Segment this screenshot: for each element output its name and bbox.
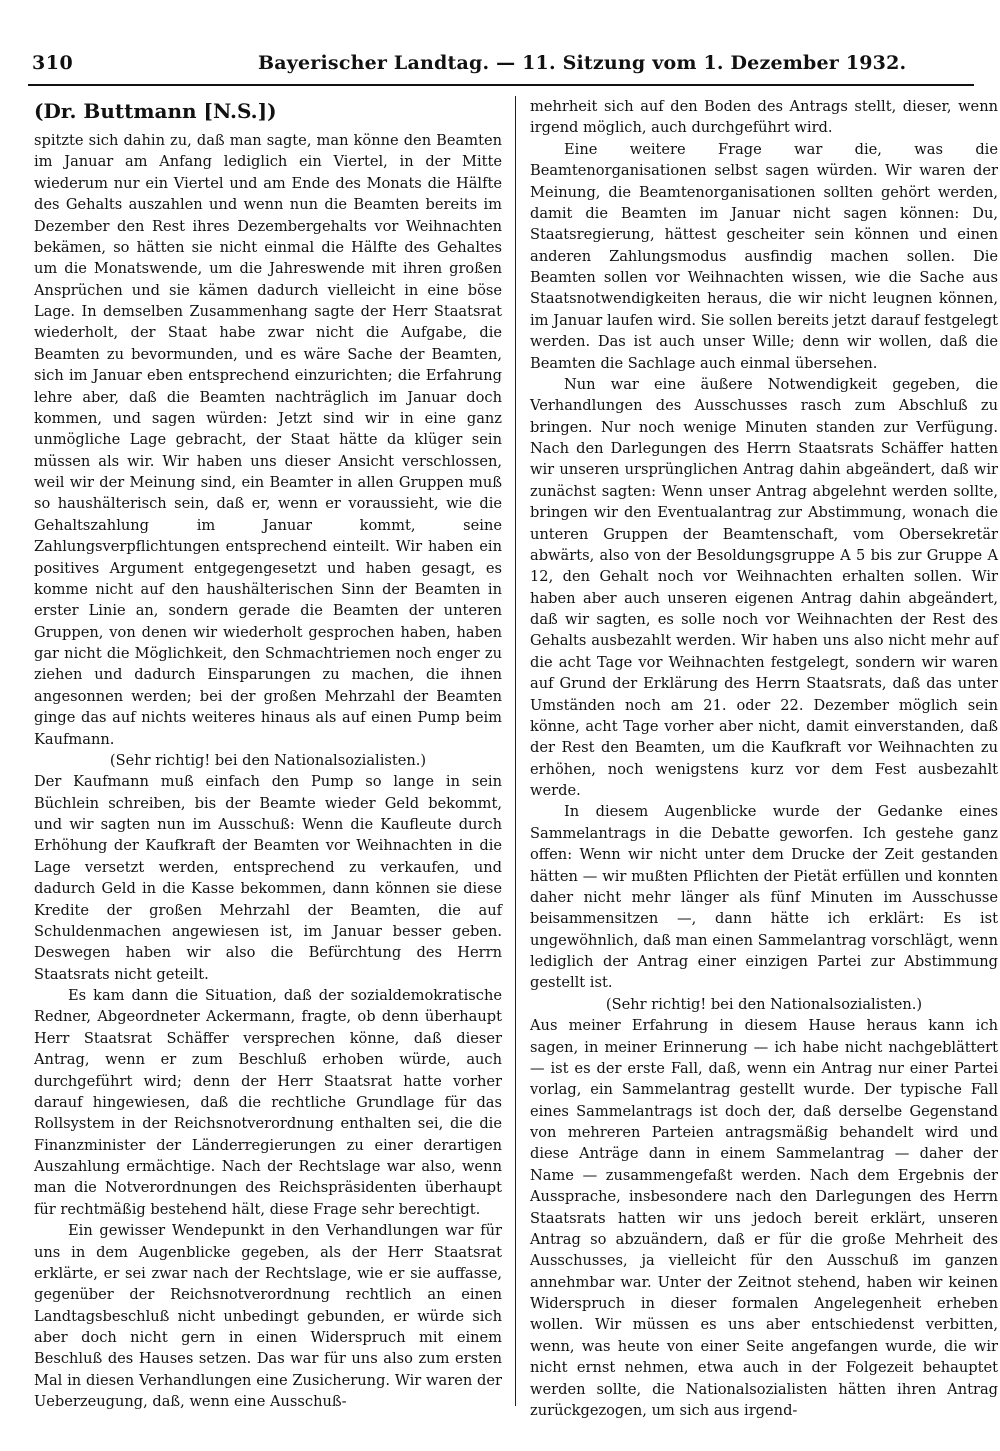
paragraph: spitzte sich dahin zu, daß man sagte, man könne den Beamten im Januar am Anfang lediglich ein Viertel, in der Mitte wiederum nur ein Viertel und am Ende des Monats die Hälfte des Gehalts auszahlen und wenn nun die Beamten bereits im Dezember den Rest ihres Dezembergehalts vor Weihnachten bekämen, so hätten sie nicht einmal die Hälfte des Gehaltes um die Monatswende, um die Jahreswende mit ihren großen Ansprüchen und sie kämen dadurch vielleicht in eine böse Lage. In demselben Zusammenhang sagte der Herr Staatsrat wiederholt, der Staat habe zwar nicht die Aufgabe, die Beamten zu bevormunden, und es wäre Sache der Beamten, sich im Januar eben entsprechend einzurichten; die Erfahrung lehre aber, daß die Beamten nachträglich im Januar doch kommen, und sagen würden: Jetzt sind wir in eine ganz unmögliche Lage gebracht, der Staat hätte da klüger sein müssen als wir. Wir haben uns dieser Ansicht verschlossen, weil wir der Meinung sind, ein Beamter in allen Gruppen muß so haushälterisch sein, daß er, wenn er voraussieht, wie die Gehaltszahlung im Januar kommt, seine Zahlungsverpflichtungen entsprechend einteilt. Wir haben ein positives Argument entgegengesetzt und haben gesagt, es komme nicht auf den haushälterischen Sinn der Beamten in erster Linie an, sondern gerade die Beamten der unteren Gruppen, von denen wir wiederholt gesprochen haben, haben gar nicht die Möglichkeit, den Schmachtriemen noch enger zu ziehen und dadurch Einsparungen zu machen, die ihnen angesonnen werden; bei der großen Mehrzahl der Beamten ginge das auf nichts weiteres hinaus als auf einen Pump beim Kaufmann. xyxy=(34,132,502,748)
paragraph: Nun war eine äußere Notwendigkeit gegeben, die Verhandlungen des Ausschusses rasch zum Abschluß zu bringen. Nur noch wenige Minuten standen zur Verfügung. Nach den Darlegungen des Herrn Staatsrats Schäffer hatten wir unseren ursprünglichen Antrag dahin abgeändert, daß wir zunächst sagten: Wenn unser Antrag abgelehnt werden sollte, bringen wir den Eventualantrag zur Abstimmung, wonach die unteren Gruppen der Beamtenschaft, vom Obersekretär abwärts, also von der Besoldungsgruppe A 5 bis zur Gruppe A 12, den Gehalt noch vor Weihnachten erhalten sollen. Wir haben aber auch unseren eigenen Antrag dahin abgeändert, daß wir sagten, es solle noch vor Weihnachten der Rest des Gehalts ausbezahlt werden. Wir haben uns also nicht mehr auf die acht Tage vor Weihnachten festgelegt, sondern wir waren auf Grund der Erklärung des Herrn Staatsrats, daß das unter Umständen noch am 21. oder 22. Dezember möglich sein könne, acht Tage vorher aber nicht, damit einverstanden, daß der Rest den Beamten, um die Kaufkraft vor Weihnachten zu erhöhen, noch wenigstens kurz vor dem Fest ausbezahlt werde. xyxy=(530,375,998,799)
paragraph: Es kam dann die Situation, daß der sozialdemokratische Redner, Abgeordneter Ackermann, fragte, ob denn überhaupt Herr Staatsrat Schäffer versprechen könne, daß dieser Antrag, wenn er zum Beschluß erhoben würde, auch durchgeführt wird; denn der Herr Staatsrat hatte vorher darauf hingewiesen, daß die rechtliche Grundlage für das Rollsystem in der Reichsnotverordnung enthalten sei, die die Finanzminister der Länderregierungen zu einer derartigen Auszahlung ermächtige. Nach der Rechtslage war also, wenn man die Notverordnungen des Reichspräsidenten überhaupt für rechtmäßig bestehend hält, diese Frage sehr berechtigt. xyxy=(34,987,502,1218)
paragraph: Eine weitere Frage war die, was die Beamtenorganisationen selbst sagen würden. Wir waren der Meinung, die Beamtenorganisationen sollten gehört werden, damit die Beamten im Januar nicht sagen können: Du, Staatsregierung, hättest gescheiter sein können und einen anderen Zahlungsmodus ausfindig machen sollen. Die Beamten sollen vor Weihnachten wissen, wie die Sache aus Staatsnotwendigkeiten heraus, die wir nicht leugnen können, im Januar laufen wird. Sie sollen bereits jetzt darauf festgelegt werden. Das ist auch unser Wille; denn wir wollen, daß die Beamten die Sachlage auch einmal übersehen. xyxy=(530,140,998,372)
speaker-tag: (Dr. Buttmann [N.S.]) xyxy=(34,99,277,123)
paragraph: Aus meiner Erfahrung in diesem Hause heraus kann ich sagen, in meiner Erinnerung — ich habe nicht nachgeblättert — ist es der erste Fall, daß, wenn ein Antrag nur einer Partei vorlag, ein Sammelantrag gestellt wurde. Der typische Fall eines Sammelantrags ist doch der, daß derselbe Gegenstand von mehreren Parteien antragsmäßig behandelt wird und diese Anträge dann in einem Sammelantrag — daher der Name — zusammengefaßt werden. Nach dem Ergebnis der Aussprache, insbesondere nach den Darlegungen des Herrn Staatsrats hatten wir uns jedoch bereit erklärt, unseren Antrag so abzuändern, daß er für die große Mehrheit des Ausschusses, ja vielleicht für den Ausschuß im ganzen annehmbar war. Unter der Zeitnot stehend, haben wir keinen Widerspruch in dieser formalen Angelegenheit erheben wollen. Wir müssen es uns aber entschiedenst verbitten, wenn, was heute von einer Seite angefangen wurde, die wir nicht ernst nehmen, etwa auch in der Folgezeit behauptet werden sollte, die Nationalsozialisten hätten ihren Antrag zurückgezogen, um sich aus irgend- xyxy=(530,1017,998,1419)
paragraph: In diesem Augenblicke wurde der Gedanke eines Sammelantrags in die Debatte geworfen. Ich gestehe ganz offen: Wenn wir nicht unter dem Drucke der Zeit gestanden hätten — wir mußten Pflichten der Pietät erfüllen und konnten daher nicht mehr länger als fünf Minuten im Ausschusse beisammensitzen —, dann hätte ich erklärt: Es ist ungewöhnlich, daß man einen Sammelantrag vorschlägt, wenn lediglich der Antrag einer einzigen Partei zur Abstimmung gestellt ist. xyxy=(530,803,998,992)
page-number: 310 xyxy=(32,52,74,74)
paragraph: mehrheit sich auf den Boden des Antrags stellt, dieser, wenn irgend möglich, auch durchgeführt wird. xyxy=(530,98,998,137)
page-header xyxy=(28,50,974,86)
interjection: (Sehr richtig! bei den Nationalsozialisten.) xyxy=(605,995,923,1013)
right-column xyxy=(530,96,998,1421)
running-title: Bayerischer Landtag. — 11. Sitzung vom 1. Dezember 1932. xyxy=(258,52,907,74)
left-column xyxy=(34,96,502,1413)
paragraph: Der Kaufmann muß einfach den Pump so lange in sein Büchlein schreiben, bis der Beamte wieder Geld bekommt, und wir sagten nun im Ausschuß: Wenn die Kaufleute durch Erhöhung der Kaufkraft der Beamten vor Weihnachten in die Lage versetzt werden, entsprechend zu verkaufen, und dadurch Geld in die Kasse bekommen, dann können sie diese Kredite der großen Mehrzahl der Beamten, die auf Schuldenmachen angewiesen ist, im Januar besser geben. Deswegen haben wir also die Befürchtung des Herrn Staatsrats nicht geteilt. xyxy=(34,773,502,983)
paragraph: Ein gewisser Wendepunkt in den Verhandlungen war für uns in dem Augenblicke gegeben, als der Herr Staatsrat erklärte, er sei zwar nach der Rechtslage, wie er sie auffasse, gegenüber der Reichsnotverordnung rechtlich an einen Landtagsbeschluß nicht unbedingt gebunden, er würde sich aber doch nicht gern in einen Widerspruch mit einem Beschluß des Hauses setzen. Das war für uns also zum ersten Mal in diesen Verhandlungen eine Zusicherung. Wir waren der Ueberzeugung, daß, wenn eine Ausschuß- xyxy=(34,1222,502,1411)
interjection: (Sehr richtig! bei den Nationalsozialisten.) xyxy=(109,751,427,769)
column-divider xyxy=(515,96,516,1406)
